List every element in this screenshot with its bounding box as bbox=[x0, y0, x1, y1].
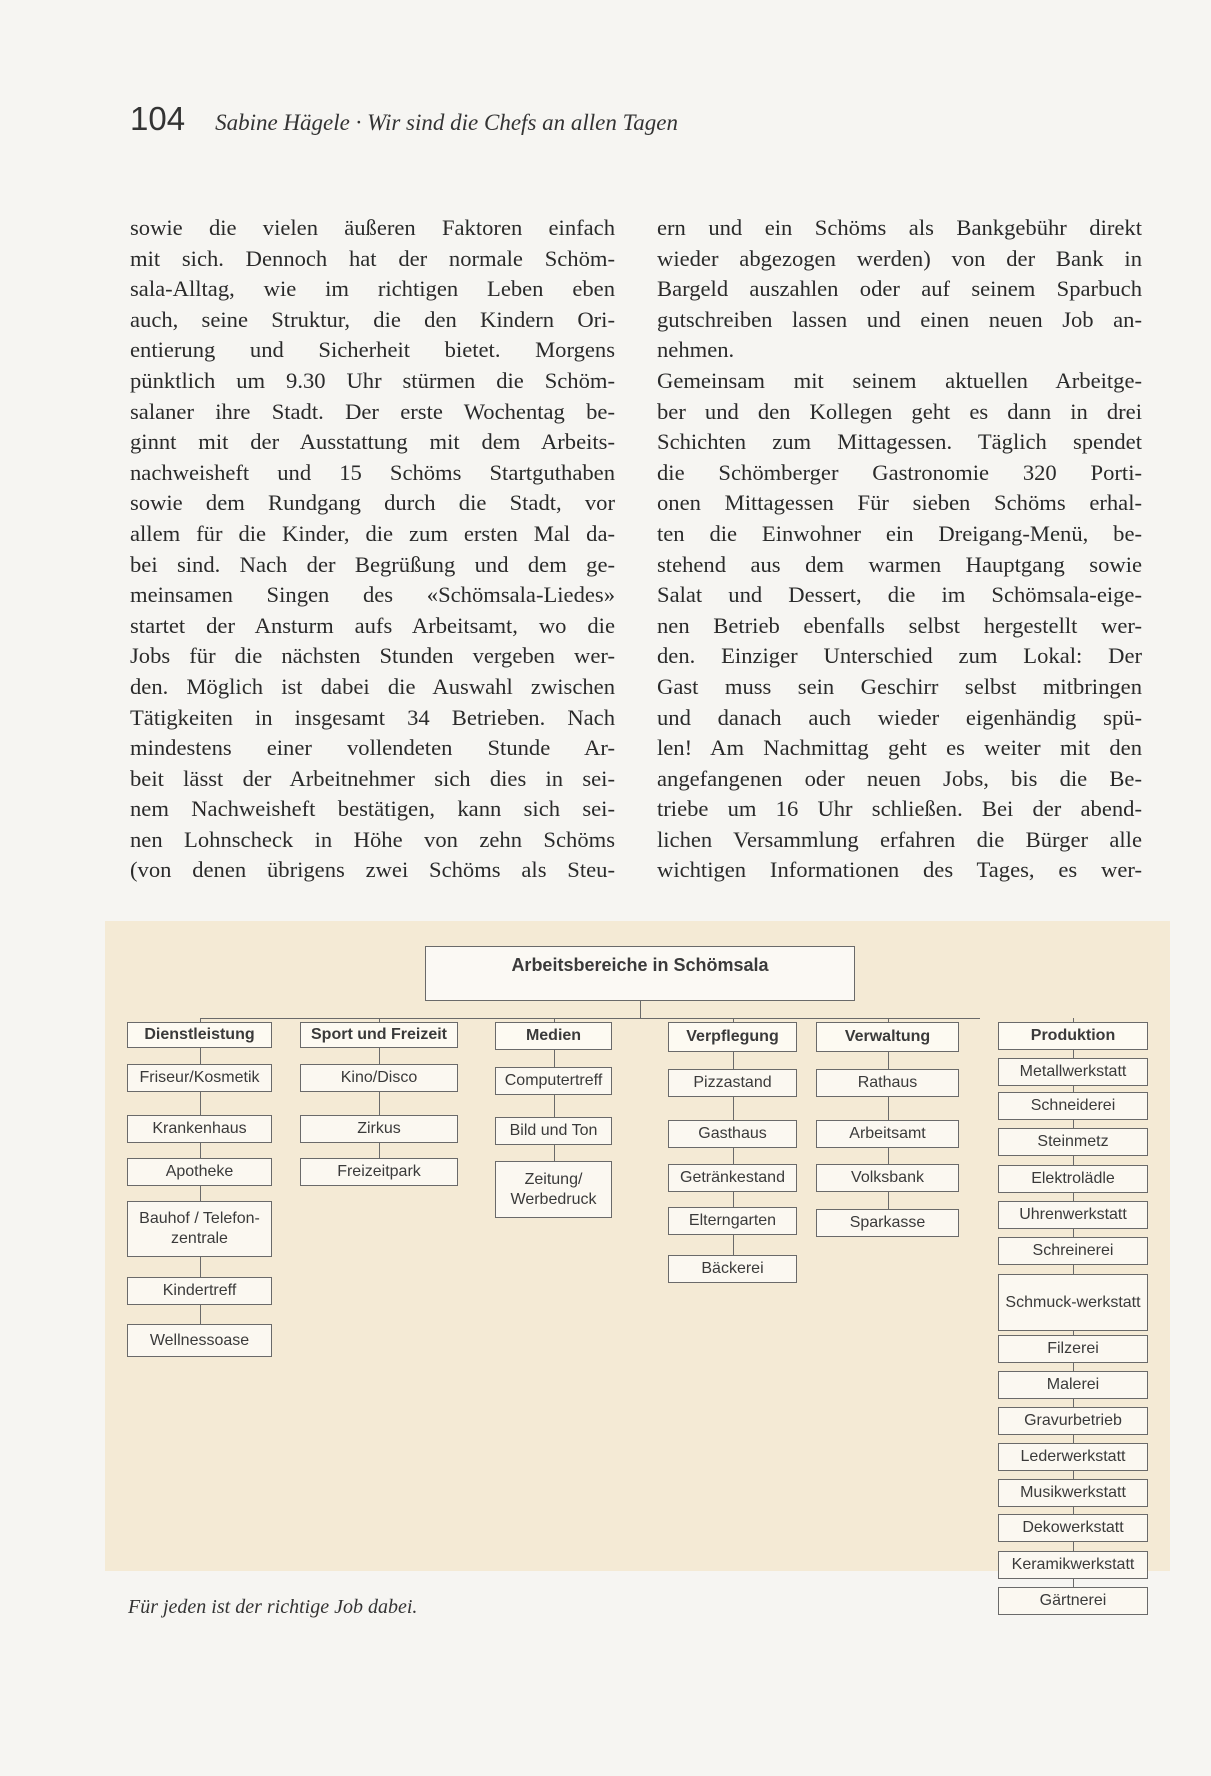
text-line: startet der Ansturm aufs Arbeitsamt, wo die bbox=[130, 612, 615, 638]
text-line: nehmen. bbox=[657, 337, 735, 363]
text-line: auch, seine Struktur, die den Kindern Ori- bbox=[130, 306, 615, 332]
text-line: den. Einziger Unterschied zum Lokal: Der bbox=[657, 643, 1142, 669]
page-header bbox=[130, 100, 678, 138]
text-line: ginnt mit der Ausstattung mit dem Arbeits- bbox=[130, 429, 615, 455]
unit-box: Bauhof / Telefon-zentrale bbox=[127, 1201, 272, 1257]
connector-line bbox=[1073, 1120, 1074, 1128]
connector-line bbox=[1073, 1579, 1074, 1587]
connector-line bbox=[1073, 1471, 1074, 1479]
connector-line bbox=[200, 1018, 980, 1019]
connector-line bbox=[379, 1048, 380, 1064]
category-box: Produktion bbox=[998, 1022, 1148, 1050]
unit-box: Wellnessoase bbox=[127, 1324, 272, 1357]
text-line: Gast muss sein Geschirr selbst mitbringen bbox=[657, 673, 1142, 699]
unit-box: Gasthaus bbox=[668, 1120, 797, 1148]
text-line: den. Möglich ist dabei die Auswahl zwischen bbox=[130, 673, 615, 699]
connector-line bbox=[200, 1186, 201, 1201]
unit-box: Rathaus bbox=[816, 1069, 959, 1097]
text-line: nachweisheft und 15 Schöms Startguthaben bbox=[130, 459, 615, 485]
connector-line bbox=[640, 1001, 641, 1019]
connector-line bbox=[1073, 1229, 1074, 1237]
connector-line bbox=[888, 1097, 889, 1120]
connector-line bbox=[1073, 1050, 1074, 1058]
text-line: (von denen übrigens zwei Schöms als Steu- bbox=[130, 857, 615, 883]
text-line: triebe um 16 Uhr schließen. Bei der abend- bbox=[657, 796, 1142, 822]
unit-box: Krankenhaus bbox=[127, 1115, 272, 1143]
unit-box: Schneiderei bbox=[998, 1092, 1148, 1120]
text-line: ber und den Kollegen geht es dann in drei bbox=[657, 398, 1142, 424]
unit-box: Zeitung/ Werbedruck bbox=[495, 1161, 612, 1218]
unit-box: Malerei bbox=[998, 1371, 1148, 1399]
unit-box: Gravurbetrieb bbox=[998, 1407, 1148, 1435]
figure-caption: Für jeden ist der richtige Job dabei. bbox=[128, 1596, 418, 1618]
connector-line bbox=[200, 1257, 201, 1277]
unit-box: Steinmetz bbox=[998, 1128, 1148, 1156]
connector-line bbox=[1073, 1363, 1074, 1371]
text-line: nen Betrieb ebenfalls selbst hergestellt wer- bbox=[657, 612, 1142, 638]
category-box: Medien bbox=[495, 1022, 612, 1050]
connector-line bbox=[554, 1145, 555, 1161]
unit-box: Schmuck-werkstatt bbox=[998, 1274, 1148, 1331]
text-line: Tätigkeiten in insgesamt 34 Betrieben. Nach bbox=[130, 704, 615, 730]
text-line: entierung und Sicherheit bietet. Morgens bbox=[130, 337, 615, 363]
text-line: mit sich. Dennoch hat der normale Schöm- bbox=[130, 245, 615, 271]
unit-box: Bäckerei bbox=[668, 1255, 797, 1283]
category-box: Sport und Freizeit bbox=[300, 1022, 458, 1048]
text-line: pünktlich um 9.30 Uhr stürmen die Schöm- bbox=[130, 367, 615, 393]
connector-line bbox=[200, 1092, 201, 1115]
unit-box: Keramikwerkstatt bbox=[998, 1551, 1148, 1579]
connector-line bbox=[733, 1192, 734, 1207]
text-line: meinsamen Singen des «Schömsala-Liedes» bbox=[130, 582, 615, 608]
connector-line bbox=[733, 1235, 734, 1255]
connector-line bbox=[200, 1143, 201, 1158]
unit-box: Kino/Disco bbox=[300, 1064, 458, 1092]
unit-box: Gärtnerei bbox=[998, 1587, 1148, 1615]
unit-box: Getränkestand bbox=[668, 1164, 797, 1192]
text-line: beit lässt der Arbeitnehmer sich dies in sei- bbox=[130, 765, 615, 791]
chart-title-box: Arbeitsbereiche in Schömsala bbox=[425, 946, 855, 1001]
connector-line bbox=[1073, 1399, 1074, 1407]
text-line: len! Am Nachmittag geht es weiter mit den bbox=[657, 735, 1142, 761]
text-line: sowie dem Rundgang durch die Stadt, vor bbox=[130, 490, 615, 516]
connector-line bbox=[1073, 1193, 1074, 1201]
unit-box: Kindertreff bbox=[127, 1277, 272, 1305]
text-line: onen Mittagessen Für sieben Schöms erhal- bbox=[657, 490, 1142, 516]
text-line: nem Nachweisheft bestätigen, kann sich sei- bbox=[130, 796, 615, 822]
text-line: lichen Versammlung erfahren die Bürger alle bbox=[657, 826, 1142, 852]
text-line: Schichten zum Mittagessen. Täglich spendet bbox=[657, 429, 1142, 455]
unit-box: Bild und Ton bbox=[495, 1117, 612, 1145]
unit-box: Dekowerkstatt bbox=[998, 1514, 1148, 1542]
connector-line bbox=[1073, 1507, 1074, 1514]
text-line: ern und ein Schöms als Bankgebühr direkt bbox=[657, 215, 1142, 240]
text-line: Salat und Dessert, die im Schömsala-eige- bbox=[657, 582, 1142, 608]
connector-line bbox=[1073, 1156, 1074, 1165]
text-line: gutschreiben lassen und einen neuen Job an- bbox=[657, 306, 1142, 332]
text-line: angefangenen oder neuen Jobs, bis die Be- bbox=[657, 765, 1142, 791]
connector-line bbox=[1073, 1435, 1074, 1443]
unit-box: Zirkus bbox=[300, 1115, 458, 1143]
unit-box: Volksbank bbox=[816, 1164, 959, 1192]
unit-box: Freizeitpark bbox=[300, 1158, 458, 1186]
unit-box: Uhrenwerkstatt bbox=[998, 1201, 1148, 1229]
text-line: nen Lohnscheck in Höhe von zehn Schöms bbox=[130, 826, 615, 852]
body-column-right bbox=[657, 213, 1142, 886]
connector-line bbox=[554, 1050, 555, 1067]
connector-line bbox=[200, 1048, 201, 1064]
text-line: Bargeld auszahlen oder auf seinem Sparbuch bbox=[657, 276, 1142, 302]
text-line: sala-Alltag, wie im richtigen Leben eben bbox=[130, 276, 615, 302]
text-line: die Schömberger Gastronomie 320 Porti- bbox=[657, 459, 1142, 485]
text-line: stehend aus dem warmen Hauptgang sowie bbox=[657, 551, 1142, 577]
text-line: salaner ihre Stadt. Der erste Wochentag be- bbox=[130, 398, 615, 424]
text-line: Gemeinsam mit seinem aktuellen Arbeitge- bbox=[657, 367, 1142, 393]
unit-box: Sparkasse bbox=[816, 1209, 959, 1237]
unit-box: Friseur/Kosmetik bbox=[127, 1064, 272, 1092]
unit-box: Metallwerkstatt bbox=[998, 1058, 1148, 1086]
connector-line bbox=[888, 1148, 889, 1164]
unit-box: Musikwerkstatt bbox=[998, 1479, 1148, 1507]
unit-box: Apotheke bbox=[127, 1158, 272, 1186]
unit-box: Pizzastand bbox=[668, 1069, 797, 1097]
unit-box: Elektrolädle bbox=[998, 1165, 1148, 1193]
connector-line bbox=[379, 1143, 380, 1158]
connector-line bbox=[1073, 1265, 1074, 1274]
text-line: wichtigen Informationen des Tages, es wer- bbox=[657, 857, 1142, 883]
text-line: sowie die vielen äußeren Faktoren einfach bbox=[130, 215, 615, 240]
page-number: 104 bbox=[130, 100, 186, 137]
connector-line bbox=[379, 1092, 380, 1115]
text-line: wieder abgezogen werden) von der Bank in bbox=[657, 245, 1142, 271]
unit-box: Elterngarten bbox=[668, 1207, 797, 1235]
body-column-left bbox=[130, 213, 615, 886]
connector-line bbox=[200, 1305, 201, 1324]
text-line: mindestens einer vollendeten Stunde Ar- bbox=[130, 735, 615, 761]
text-line: Jobs für die nächsten Stunden vergeben wer- bbox=[130, 643, 615, 669]
text-line: und danach auch wieder eigenhändig spü- bbox=[657, 704, 1142, 730]
unit-box: Filzerei bbox=[998, 1335, 1148, 1363]
unit-box: Lederwerkstatt bbox=[998, 1443, 1148, 1471]
connector-line bbox=[554, 1095, 555, 1117]
category-box: Dienstleistung bbox=[127, 1022, 272, 1048]
connector-line bbox=[733, 1148, 734, 1164]
unit-box: Schreinerei bbox=[998, 1237, 1148, 1265]
unit-box: Arbeitsamt bbox=[816, 1120, 959, 1148]
connector-line bbox=[888, 1192, 889, 1209]
text-line: bei sind. Nach der Begrüßung und dem ge- bbox=[130, 551, 615, 577]
unit-box: Computertreff bbox=[495, 1067, 612, 1095]
category-box: Verpflegung bbox=[668, 1022, 797, 1052]
text-line: allem für die Kinder, die zum ersten Mal da- bbox=[130, 520, 615, 546]
connector-line bbox=[733, 1052, 734, 1069]
running-title: Sabine Hägele · Wir sind die Chefs an allen Tagen bbox=[215, 110, 679, 135]
text-line: ten die Einwohner ein Dreigang-Menü, be- bbox=[657, 520, 1142, 546]
connector-line bbox=[733, 1097, 734, 1120]
connector-line bbox=[888, 1052, 889, 1069]
connector-line bbox=[1073, 1542, 1074, 1551]
category-box: Verwaltung bbox=[816, 1022, 959, 1052]
